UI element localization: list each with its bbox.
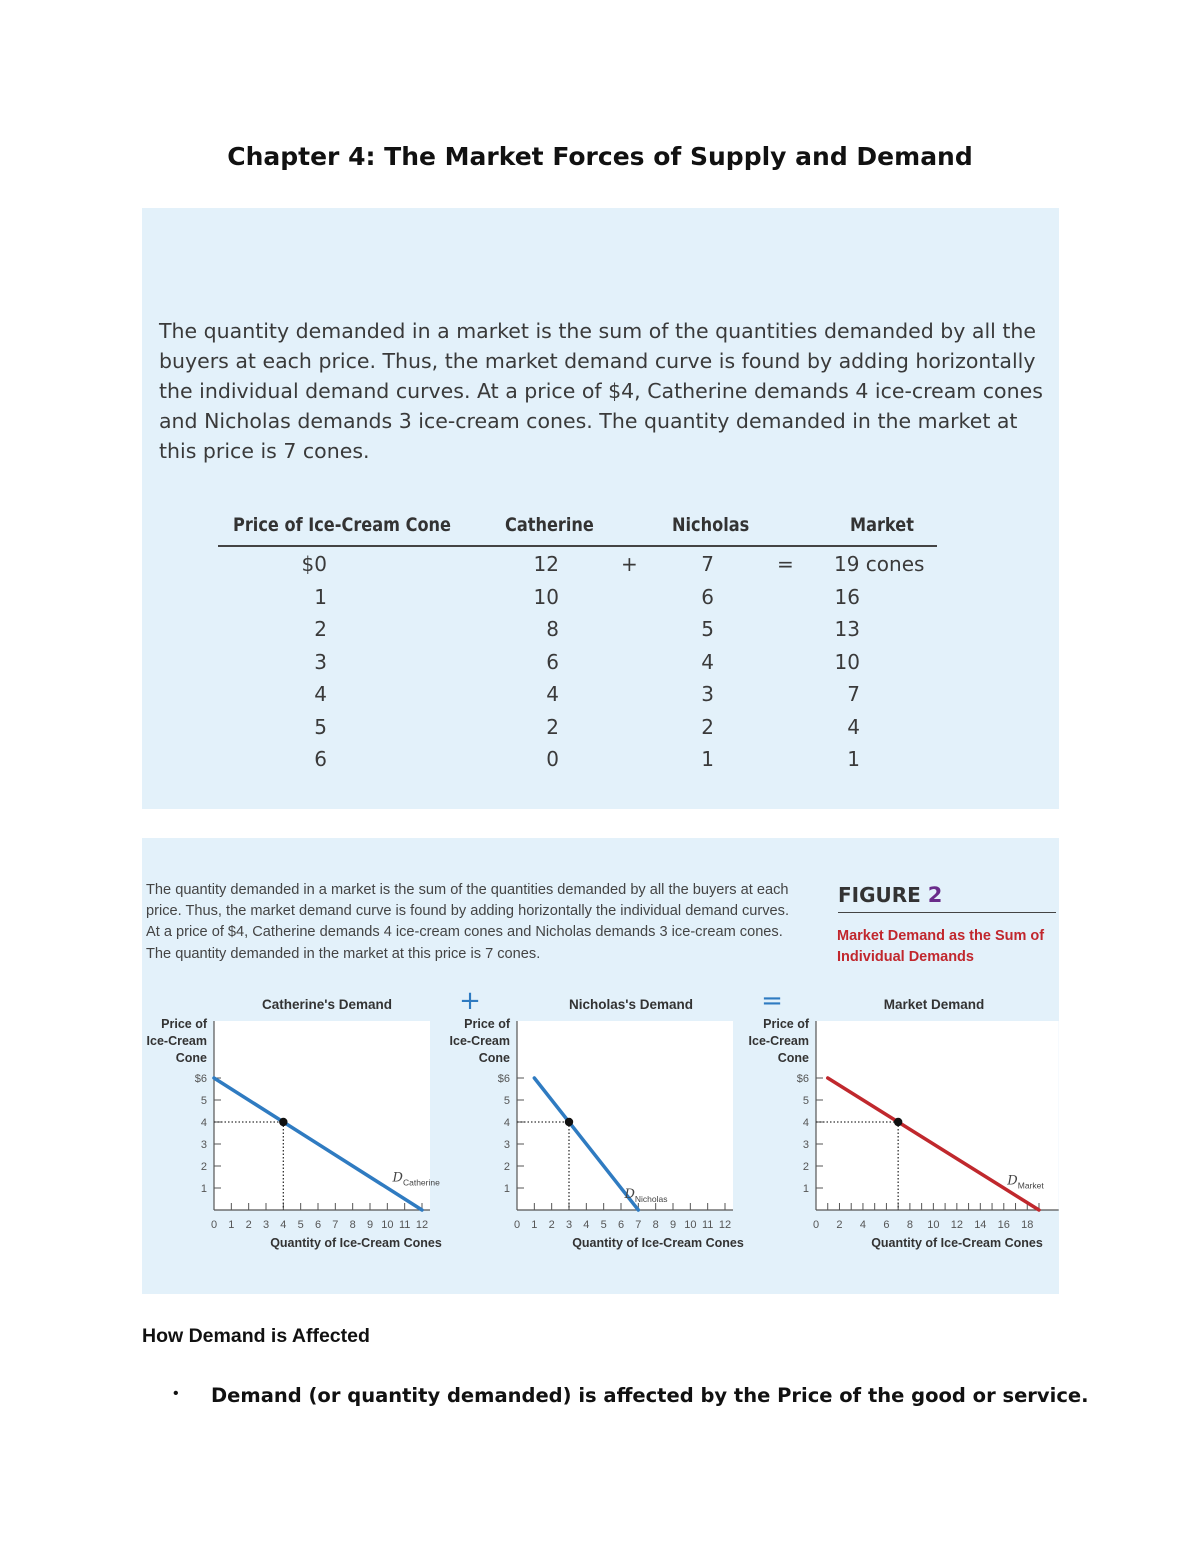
chart-1 xyxy=(214,1021,440,1210)
x-tick-label: 9 xyxy=(366,1219,374,1231)
x-tick-label: 7 xyxy=(635,1219,642,1231)
x-tick-label: 0 xyxy=(812,1219,820,1231)
x-tick-label: 10 xyxy=(684,1219,697,1231)
y-axis-label: Ice-Cream xyxy=(748,1034,809,1048)
y-tick-label: 2 xyxy=(503,1161,510,1173)
table-cell-nicholas: 7 xyxy=(701,552,714,576)
figure-number: 2 xyxy=(927,883,943,907)
x-axis-label: Quantity of Ice-Cream Cones xyxy=(270,1236,442,1250)
y-tick-label: 1 xyxy=(802,1183,809,1195)
table-cell-price: 1 xyxy=(314,584,327,609)
y-tick-label: 5 xyxy=(802,1095,809,1107)
y-tick-label: 5 xyxy=(200,1095,207,1107)
figure-subtitle: Market Demand as the Sum of Individual Demands xyxy=(837,928,1045,965)
table-header-rule xyxy=(218,545,937,547)
highlight-point xyxy=(565,1118,573,1126)
table-cell-nicholas: 5 xyxy=(701,617,714,641)
x-tick-label: 18 xyxy=(1021,1219,1034,1231)
table-cell-nicholas: 3 xyxy=(701,682,714,706)
highlight-point xyxy=(279,1118,287,1126)
table-cell-market: 4 xyxy=(847,714,860,739)
y-axis-label: Cone xyxy=(175,1051,207,1065)
table-cell-market: 1 xyxy=(847,747,860,771)
table-cell-market: 19 cones xyxy=(834,552,925,576)
chart-title: Catherine's Demand xyxy=(262,997,392,1012)
equals-sign: = xyxy=(761,986,783,1016)
table-equals-sign: = xyxy=(777,552,794,576)
figure-caption: The quantity demanded in a market is the sum of the quantities demanded by all the buyers at each price. Thus, the market demand curve is found by adding horizontally the individual demand curves. At a price of $4, Catherine demands 4 ice-cream cones and Nicholas demands 3 ice-cream cones. The quantity demanded in the market at this price is 7 cones. xyxy=(146,882,790,962)
table-cell-market: 13 xyxy=(834,617,860,641)
x-tick-label: 3 xyxy=(262,1219,270,1231)
header-price: Price of Ice-Cream Cone xyxy=(233,514,451,536)
curve-label-sub: Catherine xyxy=(402,1177,440,1188)
table-cell-catherine: 12 xyxy=(533,552,559,576)
table-cell-market: 10 xyxy=(834,649,860,674)
x-axis-label: Quantity of Ice-Cream Cones xyxy=(871,1236,1043,1250)
x-tick-label: 5 xyxy=(600,1219,607,1231)
table-cell-price: 3 xyxy=(314,649,327,674)
table-cell-nicholas: 2 xyxy=(701,714,714,739)
chart-2 xyxy=(517,1021,733,1210)
table-cell-price: 2 xyxy=(314,617,327,641)
x-tick-label: 4 xyxy=(280,1219,287,1231)
section-heading: How Demand is Affected xyxy=(142,1325,370,1347)
table-cell-nicholas: 1 xyxy=(701,747,714,771)
x-tick-label: 5 xyxy=(297,1219,304,1231)
curve-label: $D_{Market}$ xyxy=(1007,1173,1044,1191)
x-axis-label: Quantity of Ice-Cream Cones xyxy=(572,1236,744,1250)
y-tick-label: 4 xyxy=(200,1117,207,1129)
y-axis-label: Ice-Cream xyxy=(146,1034,207,1048)
table-cell-market: 7 xyxy=(847,682,860,706)
demand-schedule-panel xyxy=(142,208,1059,809)
table-cell-catherine: 10 xyxy=(533,584,559,609)
chart-title: Nicholas's Demand xyxy=(569,997,693,1012)
x-tick-label: 2 xyxy=(548,1219,555,1231)
demand-charts xyxy=(142,838,1059,1294)
table-cell-market: 16 xyxy=(834,584,860,609)
table-cell-price: 4 xyxy=(314,682,327,706)
x-tick-label: 14 xyxy=(974,1219,987,1231)
curve-label: $D_{Catherine}$ xyxy=(392,1170,440,1188)
bullet-item: Demand (or quantity demanded) is affected by the Price of the good or service. xyxy=(211,1384,1089,1407)
x-tick-label: 6 xyxy=(617,1219,625,1231)
table-cell-catherine: 2 xyxy=(546,714,559,739)
chart-3 xyxy=(816,1021,1059,1210)
x-tick-label: 1 xyxy=(531,1219,538,1231)
x-tick-label: 16 xyxy=(997,1219,1010,1231)
x-tick-label: 6 xyxy=(314,1219,322,1231)
x-tick-label: 11 xyxy=(701,1219,714,1231)
table-plus-sign: + xyxy=(621,552,638,576)
chart-title: Market Demand xyxy=(883,997,985,1012)
y-tick-label: $6 xyxy=(796,1073,809,1085)
table-cell-nicholas: 6 xyxy=(701,584,714,609)
y-tick-label: 5 xyxy=(503,1095,510,1107)
figure-panel xyxy=(142,838,1059,1294)
header-catherine: Catherine xyxy=(505,514,594,536)
x-tick-label: 4 xyxy=(583,1219,590,1231)
table-cell-catherine: 8 xyxy=(546,617,559,641)
y-tick-label: 3 xyxy=(802,1139,809,1151)
x-tick-label: 0 xyxy=(513,1219,521,1231)
y-tick-label: 4 xyxy=(503,1117,510,1129)
x-tick-label: 2 xyxy=(836,1219,843,1231)
figure-word: FIGURE xyxy=(838,883,921,907)
plus-sign: + xyxy=(459,986,481,1016)
x-tick-label: 4 xyxy=(859,1219,867,1231)
table-cell-catherine: 4 xyxy=(546,682,559,706)
y-tick-label: 1 xyxy=(200,1183,207,1195)
curve-label-sub: Nicholas xyxy=(634,1193,668,1204)
x-tick-label: 12 xyxy=(950,1219,963,1231)
x-tick-label: 6 xyxy=(883,1219,890,1231)
y-tick-label: 3 xyxy=(503,1139,510,1151)
x-tick-label: 9 xyxy=(669,1219,677,1231)
y-axis-label: Ice-Cream xyxy=(449,1034,510,1048)
y-tick-label: 4 xyxy=(802,1117,809,1129)
plot-area xyxy=(517,1021,733,1210)
x-tick-label: 3 xyxy=(565,1219,573,1231)
y-tick-label: 2 xyxy=(802,1161,809,1173)
x-tick-label: 12 xyxy=(718,1219,732,1231)
x-tick-label: 12 xyxy=(415,1219,429,1231)
y-tick-label: $6 xyxy=(497,1073,510,1085)
table-caption: The quantity demanded in a market is the sum of the quantities demanded by all the buyers at each price. Thus, the market demand curve is found by adding horizontally the individual demand curves. At a price of $4, Catherine demands 4 ice-cream cones and Nicholas demands 3 ice-cream cones. The quantity demanded in the market at this price is 7 cones. xyxy=(159,319,1043,463)
y-axis-label: Cone xyxy=(777,1051,809,1065)
x-tick-label: 7 xyxy=(332,1219,339,1231)
x-tick-label: 10 xyxy=(927,1219,940,1231)
y-tick-label: 3 xyxy=(200,1139,207,1151)
bullet-icon: • xyxy=(173,1385,179,1402)
page-title: Chapter 4: The Market Forces of Supply and Demand xyxy=(227,142,973,171)
y-axis-label: Price of xyxy=(763,1017,809,1031)
y-axis-label: Price of xyxy=(464,1017,510,1031)
y-tick-label: $6 xyxy=(194,1073,207,1085)
y-axis-label: Cone xyxy=(478,1051,510,1065)
table-cell-catherine: 0 xyxy=(546,747,559,771)
y-axis-label: Price of xyxy=(161,1017,207,1031)
x-tick-label: 8 xyxy=(652,1219,659,1231)
y-tick-label: 2 xyxy=(200,1161,207,1173)
curve-label-sub: Market xyxy=(1017,1180,1044,1191)
curve-label: $D_{Nicholas}$ xyxy=(624,1186,668,1204)
table-cell-price: 6 xyxy=(314,747,327,771)
x-tick-label: 8 xyxy=(349,1219,356,1231)
x-tick-label: 2 xyxy=(245,1219,252,1231)
table-cell-price: 5 xyxy=(314,714,327,739)
x-tick-label: 8 xyxy=(906,1219,913,1231)
header-nicholas: Nicholas xyxy=(672,514,750,536)
table-cell-nicholas: 4 xyxy=(701,649,714,674)
header-market: Market xyxy=(850,514,914,536)
x-tick-label: 11 xyxy=(398,1219,411,1231)
highlight-point xyxy=(894,1118,902,1126)
table-cell-price: $0 xyxy=(301,552,327,576)
x-tick-label: 1 xyxy=(228,1219,235,1231)
table-cell-catherine: 6 xyxy=(546,649,559,674)
y-tick-label: 1 xyxy=(503,1183,510,1195)
x-tick-label: 0 xyxy=(210,1219,218,1231)
x-tick-label: 10 xyxy=(381,1219,394,1231)
